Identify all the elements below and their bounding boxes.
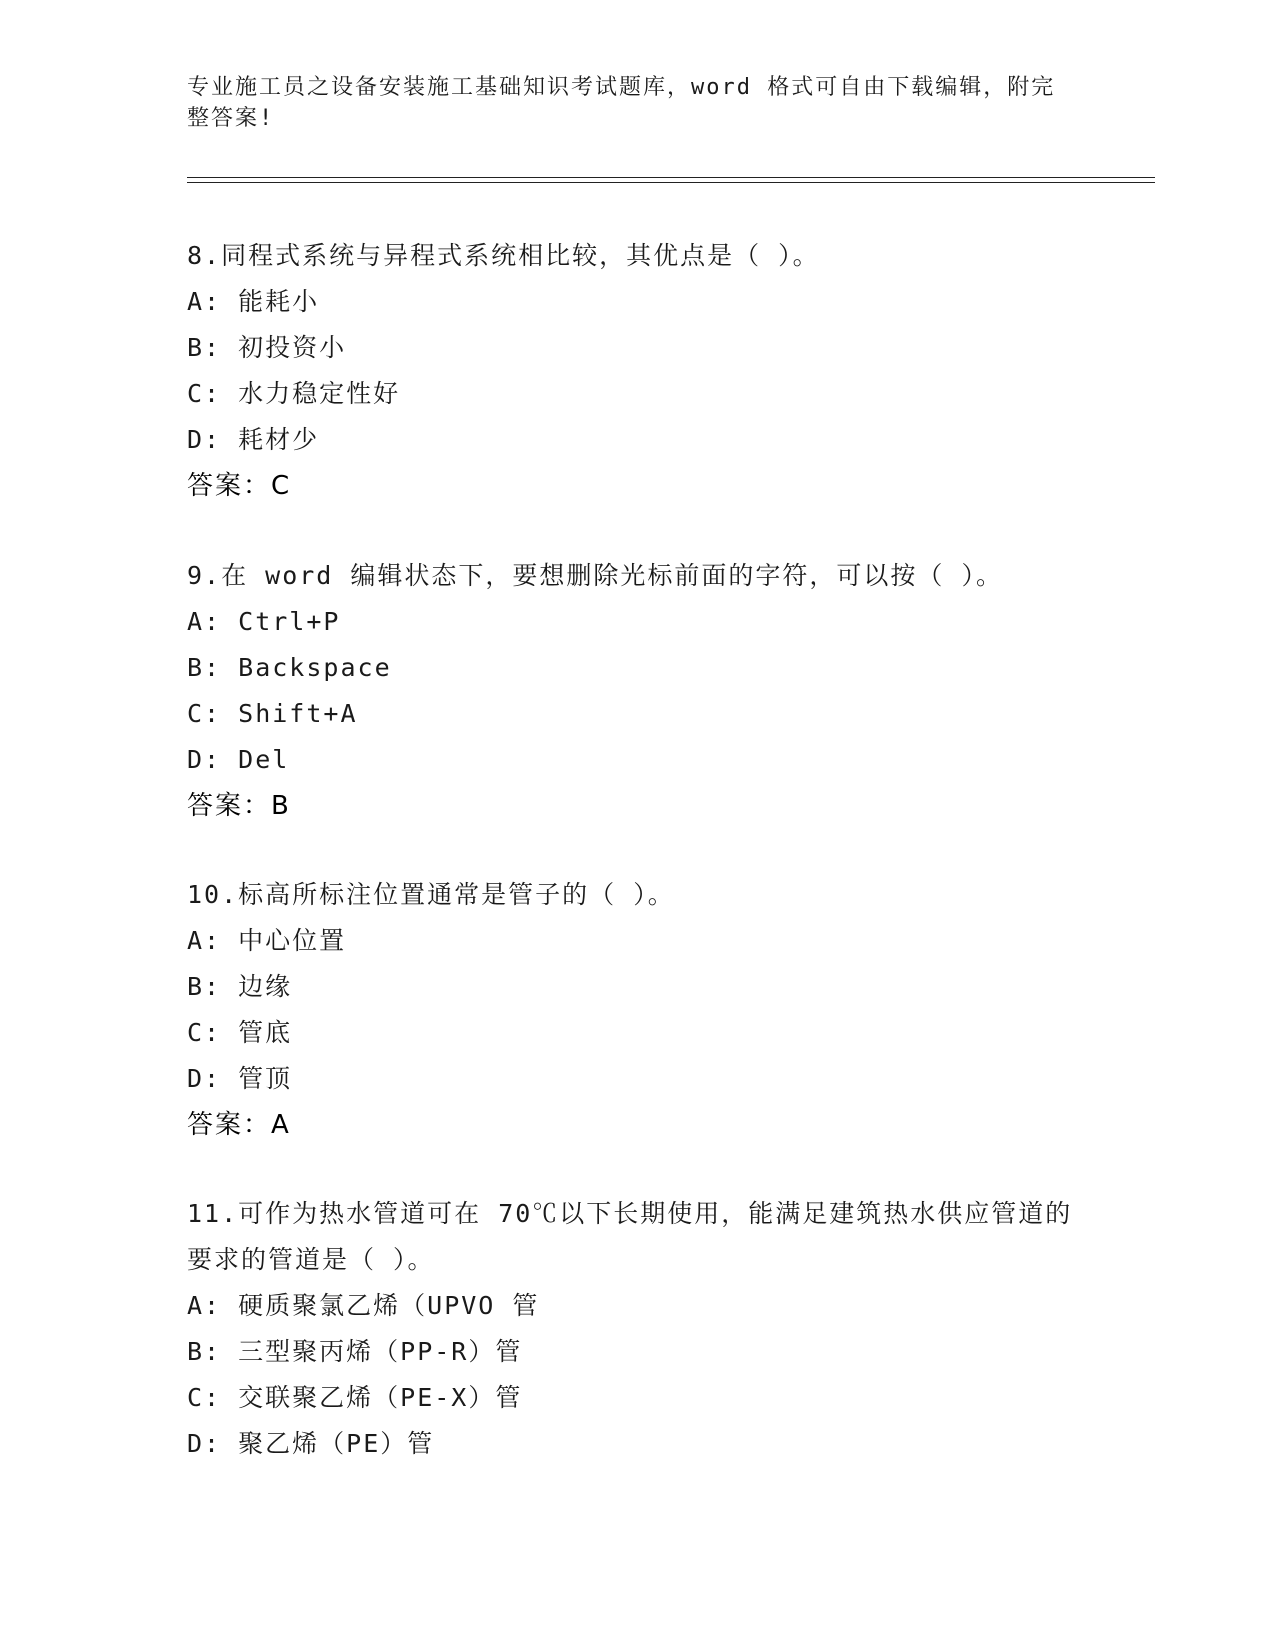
option-a: A: 中心位置	[187, 926, 347, 955]
answer-label: 答案：C	[187, 471, 292, 501]
answer-label: 答案：A	[187, 1110, 291, 1140]
option-c: C: 管底	[187, 1018, 293, 1047]
question-stem: 9.在 word 编辑状态下，要想删除光标前面的字符，可以按（ ）。	[187, 561, 1003, 590]
option-a: A: 能耗小	[187, 287, 320, 316]
option-d: D: 管顶	[187, 1064, 293, 1093]
document-header: 专业施工员之设备安装施工基础知识考试题库，word 格式可自由下载编辑，附完整答案!	[187, 75, 1056, 131]
question-10	[187, 872, 1087, 1148]
option-b: B: Backspace	[187, 653, 392, 682]
question-stem: 10.标高所标注位置通常是管子的（ ）。	[187, 880, 675, 909]
option-b: B: 初投资小	[187, 333, 347, 362]
option-c: C: Shift+A	[187, 699, 358, 728]
question-9	[187, 553, 1087, 829]
option-b: B: 边缘	[187, 972, 293, 1001]
option-d: D: 耗材少	[187, 425, 320, 454]
question-8	[187, 233, 1087, 509]
option-d: D: Del	[187, 745, 290, 774]
option-a: A: Ctrl+P	[187, 607, 341, 636]
question-11	[187, 1191, 1087, 1467]
answer-label: 答案：B	[187, 791, 291, 821]
option-c: C: 交联聚乙烯（PE-X）管	[187, 1383, 523, 1412]
option-a: A: 硬质聚氯乙烯（UPVO 管	[187, 1291, 540, 1320]
question-stem: 11.可作为热水管道可在 70℃以下长期使用，能满足建筑热水供应管道的要求的管道是（ ）。	[187, 1199, 1073, 1274]
question-stem: 8.同程式系统与异程式系统相比较，其优点是（ ）。	[187, 241, 820, 270]
header-divider-bottom	[187, 182, 1155, 183]
option-c: C: 水力稳定性好	[187, 379, 401, 408]
option-b: B: 三型聚丙烯（PP-R）管	[187, 1337, 523, 1366]
option-d: D: 聚乙烯（PE）管	[187, 1429, 435, 1458]
header-divider-top	[187, 177, 1155, 178]
